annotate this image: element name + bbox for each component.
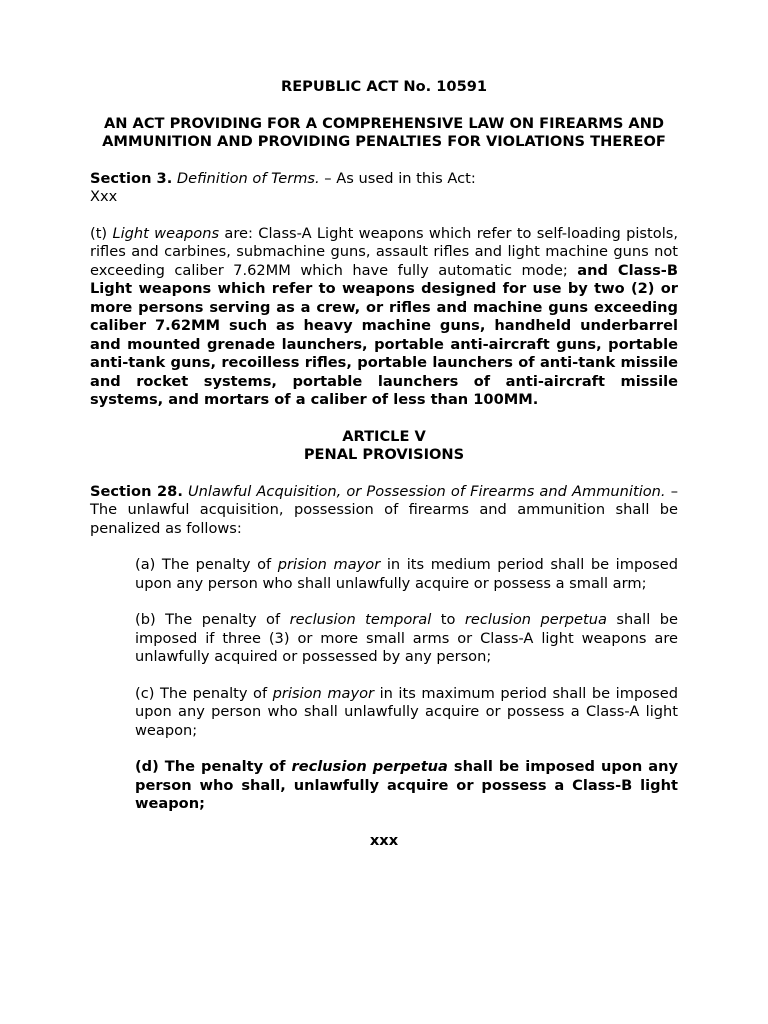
item-c bbox=[135, 685, 678, 741]
item-b-term-2: reclusion perpetua bbox=[464, 611, 607, 628]
item-a-term: prision mayor bbox=[277, 556, 381, 573]
item-a-text-2: in its medium period shall be imposed upon any person who shall unlawfully acquire or possess a small arm; bbox=[135, 556, 678, 592]
section-28-heading bbox=[90, 483, 678, 539]
paragraph-t-prefix: (t) bbox=[90, 224, 113, 242]
item-c-term: prision mayor bbox=[272, 684, 375, 702]
section-28-label: Section 28. bbox=[90, 482, 183, 500]
paragraph-t bbox=[90, 225, 678, 410]
act-title: AN ACT PROVIDING FOR A COMPREHENSIVE LAW ON FIREARMS AND AMMUNITION AND PROVIDING PENALTIES FOR VIOLATIONS THEREOF bbox=[102, 114, 666, 150]
item-b-text-3: shall be imposed if three (3) or more small arms or Class-A light weapons are unlawfully acquired or possessed by any person; bbox=[135, 611, 678, 665]
item-d-text-2: shall be imposed upon any person who shall, unlawfully acquire or possess a Class-B light weapon; bbox=[135, 758, 678, 812]
item-b-text-2: to bbox=[431, 611, 465, 628]
item-b-text-1: (b) The penalty of bbox=[135, 611, 290, 628]
section-3-xxx: Xxx bbox=[90, 188, 118, 205]
item-c-text-1: (c) The penalty of bbox=[135, 684, 273, 702]
article-title: PENAL PROVISIONS bbox=[303, 446, 465, 463]
item-b-term-1: reclusion temporal bbox=[289, 611, 432, 628]
section-3-intro: – As used in this Act: bbox=[319, 169, 476, 187]
ending-xxx: xxx bbox=[369, 831, 399, 849]
item-d-term: reclusion perpetua bbox=[291, 758, 448, 775]
item-a-text-1: (a) The penalty of bbox=[135, 556, 278, 573]
paragraph-t-bold: and Class-B Light weapons which refer to weapons designed for use by two (2) or more persons serving as a crew, or rifles and machine guns exceeding caliber 7.62MM such as heavy machine guns, handheld underbarrel and mounted grenade launchers, portable anti-aircraft guns, portable anti-tank guns, recoilless rifles, portable launchers of anti-tank missile and rocket systems, portable launchers of anti-aircraft missile systems, and mortars of a caliber of less than 100MM. bbox=[90, 261, 678, 408]
section-28-intro: – The unlawful acquisition, possession of firearms and ammunition shall be penalized as follows: bbox=[90, 482, 678, 537]
item-c-text-2: in its maximum period shall be imposed upon any person who shall unlawfully acquire or possess a Class-A light weapon; bbox=[135, 684, 678, 739]
article-number: ARTICLE V bbox=[342, 427, 426, 445]
article-heading bbox=[90, 428, 678, 465]
act-number: REPUBLIC ACT No. 10591 bbox=[280, 78, 488, 95]
item-b bbox=[135, 611, 678, 667]
paragraph-t-plain: are: Class-A Light weapons which refer to self-loading pistols, rifles and carbines, submachine guns, assault rifles and light machine guns not exceeding caliber 7.62MM which have fully automatic mode; bbox=[90, 224, 678, 279]
section-3-title: Definition of Terms. bbox=[176, 169, 320, 187]
paragraph-t-term: Light weapons bbox=[112, 224, 220, 242]
document-page bbox=[90, 78, 678, 850]
section-3-heading bbox=[90, 170, 678, 189]
item-d-text-1: (d) The penalty of bbox=[135, 758, 292, 775]
section-3-label: Section 3. bbox=[90, 169, 173, 187]
item-d bbox=[135, 758, 678, 814]
section-28-title: Unlawful Acquisition, or Possession of Firearms and Ammunition. bbox=[188, 482, 666, 500]
item-a bbox=[135, 556, 678, 593]
